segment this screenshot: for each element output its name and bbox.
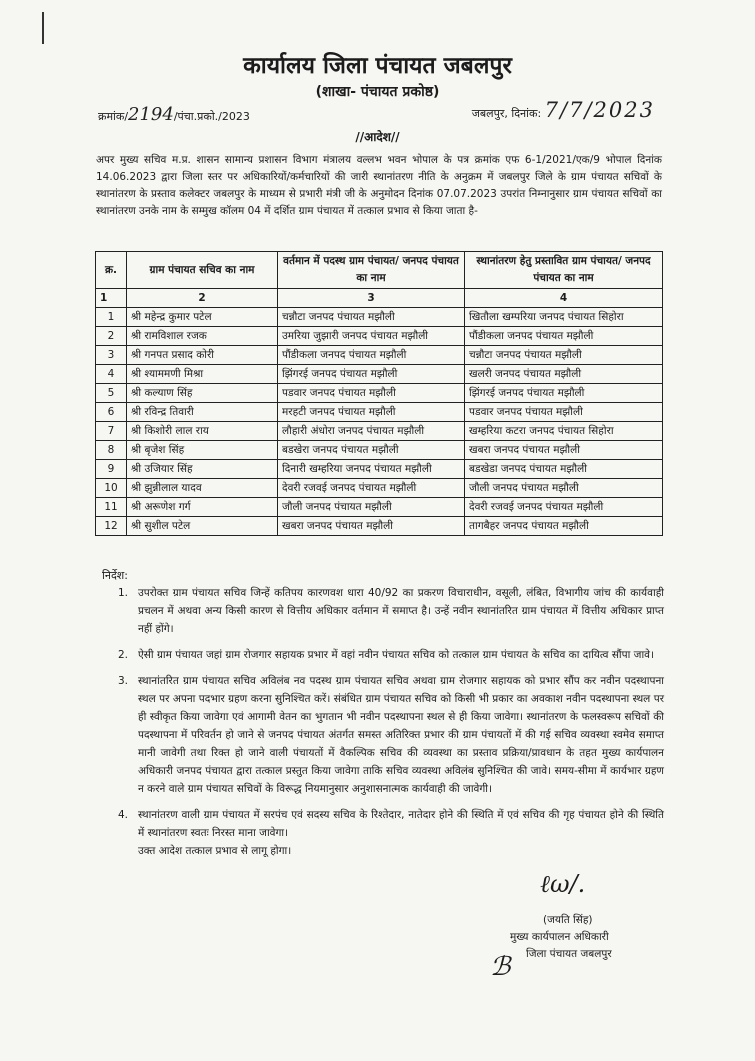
column-number-row — [96, 289, 663, 308]
cell-current-posting: बडखेरा जनपद पंचायत मझौली — [278, 441, 465, 460]
cell-proposed-posting: चन्नौटा जनपद पंचायत मझौली — [465, 346, 663, 365]
closing-line: उक्त आदेश तत्काल प्रभाव से लागू होगा। — [138, 845, 292, 857]
table-row — [96, 498, 663, 517]
date-label: जबलपुर, दिनांक: — [471, 107, 542, 120]
col-number: 1 — [96, 289, 127, 308]
cell-current-posting: जौली जनपद पंचायत मझौली — [278, 498, 465, 517]
cell-serial: 4 — [96, 365, 127, 384]
cell-secretary-name: श्री बृजेश सिंह — [127, 441, 278, 460]
cell-current-posting: झिंगरई जनपद पंचायत मझौली — [278, 365, 465, 384]
cell-serial: 8 — [96, 441, 127, 460]
ref-number-handwritten: 2194 — [128, 104, 174, 125]
cell-proposed-posting: तागबैहर जनपद पंचायत मझौली — [465, 517, 663, 536]
signature-scribble: ℓω/. — [540, 870, 586, 898]
cell-current-posting: चन्नौटा जनपद पंचायत मझौली — [278, 308, 465, 327]
order-title: //आदेश// — [355, 130, 400, 144]
table-row — [96, 308, 663, 327]
instructions-heading: निर्देश: — [102, 569, 128, 582]
cell-current-posting: उमरिया जुझारी जनपद पंचायत मझौली — [278, 327, 465, 346]
cell-proposed-posting: पडवार जनपद पंचायत मझौली — [465, 403, 663, 422]
cell-secretary-name: श्री किशोरी लाल राय — [127, 422, 278, 441]
date-line — [472, 98, 655, 122]
col-number: 4 — [465, 289, 663, 308]
instruction-item: 3. स्थानांतरित ग्राम पंचायत सचिव अविलंब नव पदस्थ ग्राम पंचायत सचिव अथवा ग्राम रोजगार सहायक को प्रभार सौंप कर नवीन पदस्थापना स्थल पर अपना पदभार ग्रहण करना सुनिश्चित करें। संबंधित ग्राम पंचायत सचिव को किसी भी प्रकार का अवकाश नवीन पदस्थापना स्थल पर ही स्वीकृत किया जावेगा एवं आगामी वेतन का भुगतान भी नवीन पदस्थापना स्थल से ही किया जावेगा। स्थानांतरण के फलस्वरूप सचिवों की पदस्थापना में परिवर्तन हो जाने से जनपद पंचायत अंतर्गत समस्त अतिरिक्त प्रभार की ग्राम पंचायतों में की गई सचिव व्यवस्था स्वमेव समाप्त मानी जावेगी तथा रिक्त हो जाने वाली पंचायतों में वैकल्पिक सचिव की व्यवस्था का प्रस्ताव प्रक्रिया/प्रावधान के तहत मुख्य कार्यपालन अधिकारी जनपद पंचायत द्वारा तत्काल प्रस्तुत किया जावेगा ताकि सचिव व्यवस्था अविलंब सुनिश्चित की जावे। समय-सीमा में कार्यभार ग्रहण न करने वाले ग्राम पंचायत सचिवों के विरूद्ध नियमानुसार अनुशासनात्मक कार्यवाही की जावेगी। — [118, 675, 664, 795]
table-row — [96, 327, 663, 346]
table-row — [96, 384, 663, 403]
cell-secretary-name: श्री रविन्द्र तिवारी — [127, 403, 278, 422]
table-row — [96, 422, 663, 441]
col-number: 2 — [127, 289, 278, 308]
instruction-item: 1. उपरोक्त ग्राम पंचायत सचिव जिन्हें कतिपय कारणवश धारा 40/92 का प्रकरण विचाराधीन, वसूली, लंबित, विभागीय जांच की कार्यवाही प्रचलन में अथवा अन्य किसी कारण से वित्तीय अधिकार वर्तमान में समाप्त है। उन्हें नवीन स्थानांतरित ग्राम पंचायत में वित्तीय अधिकार प्राप्त नहीं होंगे। — [118, 587, 664, 635]
header-serial: क्र. — [96, 252, 127, 289]
cell-proposed-posting: देवरी रजवई जनपद पंचायत मझौली — [465, 498, 663, 517]
initials-mark: ℬ — [490, 952, 511, 982]
signature — [540, 870, 585, 899]
cell-current-posting: दिनारी खम्हरिया जनपद पंचायत मझौली — [278, 460, 465, 479]
cell-secretary-name: श्री उजियार सिंह — [127, 460, 278, 479]
office-name: जिला पंचायत जबलपुर — [526, 948, 612, 960]
cell-proposed-posting: बडखेडा जनपद पंचायत मझौली — [465, 460, 663, 479]
table-row — [96, 365, 663, 384]
cell-secretary-name: श्री रामविशाल रजक — [127, 327, 278, 346]
cell-secretary-name: श्री सुशील पटेल — [127, 517, 278, 536]
cell-secretary-name: श्री गनपत प्रसाद कोरी — [127, 346, 278, 365]
table-row — [96, 460, 663, 479]
instructions-list — [118, 584, 664, 860]
designation: मुख्य कार्यपालन अधिकारी — [510, 931, 609, 943]
table-body — [96, 308, 663, 536]
signatory-designation — [510, 929, 612, 963]
office-title: कार्यालय जिला पंचायत जबलपुर — [243, 53, 512, 79]
margin-mark — [42, 12, 44, 44]
cell-proposed-posting: खलरी जनपद पंचायत मझौली — [465, 365, 663, 384]
cell-secretary-name: श्री अरूणेश गर्ग — [127, 498, 278, 517]
cell-current-posting: पडवार जनपद पंचायत मझौली — [278, 384, 465, 403]
instruction-item: 4. स्थानांतरण वाली ग्राम पंचायत में सरपंच एवं सदस्य सचिव के रिश्तेदार, नातेदार होने की स्थिति में एवं सचिव की गृह पंचायत होने की स्थिति में स्थानांतरण स्वतः निरस्त माना जावेगा। — [118, 809, 664, 839]
cell-current-posting: मरहटी जनपद पंचायत मझौली — [278, 403, 465, 422]
signatory-name: (जयति सिंह) — [543, 914, 593, 926]
cell-serial: 2 — [96, 327, 127, 346]
ref-suffix: /पंचा.प्रको./2023 — [173, 110, 250, 123]
table-row — [96, 479, 663, 498]
header-proposed-posting: स्थानांतरण हेतु प्रस्तावित ग्राम पंचायत/ जनपद पंचायत का नाम — [465, 252, 663, 289]
cell-serial: 6 — [96, 403, 127, 422]
cell-serial: 7 — [96, 422, 127, 441]
cell-proposed-posting: झिंगरई जनपद पंचायत मझौली — [465, 384, 663, 403]
cell-proposed-posting: खम्हरिया कटरा जनपद पंचायत सिहोरा — [465, 422, 663, 441]
cell-secretary-name: श्री महेन्द्र कुमार पटेल — [127, 308, 278, 327]
reference-number — [98, 104, 250, 125]
cell-secretary-name: श्री कल्याण सिंह — [127, 384, 278, 403]
cell-serial: 10 — [96, 479, 127, 498]
cell-current-posting: खबरा जनपद पंचायत मझौली — [278, 517, 465, 536]
header-current-posting: वर्तमान में पदस्थ ग्राम पंचायत/ जनपद पंचायत का नाम — [278, 252, 465, 289]
cell-serial: 12 — [96, 517, 127, 536]
table-row — [96, 346, 663, 365]
transfer-table — [95, 251, 663, 536]
col-number: 3 — [278, 289, 465, 308]
cell-proposed-posting: पौंडीकला जनपद पंचायत मझौली — [465, 327, 663, 346]
table-header-row — [96, 252, 663, 289]
cell-serial: 3 — [96, 346, 127, 365]
date-handwritten: 7/7/2023 — [544, 98, 655, 122]
office-subtitle: (शाखा- पंचायत प्रकोष्ठ) — [315, 84, 440, 100]
cell-secretary-name: श्री श्याममणी मिश्रा — [127, 365, 278, 384]
cell-proposed-posting: खबरा जनपद पंचायत मझौली — [465, 441, 663, 460]
cell-proposed-posting: जौली जनपद पंचायत मझौली — [465, 479, 663, 498]
cell-serial: 11 — [96, 498, 127, 517]
intro-paragraph: अपर मुख्य सचिव म.प्र. शासन सामान्य प्रशासन विभाग मंत्रालय वल्लभ भवन भोपाल के पत्र क्रमांक एफ 6-1/2021/एक/9 भोपाल दिनांक 14.06.2023 द्वारा जिला स्तर पर अधिकारियों/कर्मचारियों की जारी स्थानांतरण नीति के अनुक्रम में जबलपुर जिले के ग्राम पंचायत सचिवों के स्थानांतरण के प्रस्ताव कलेक्टर जबलपुर के माध्यम से प्रभारी मंत्री जी के अनुमोदन दिनांक 07.07.2023 उपरांत निम्नानुसार ग्राम पंचायत सचिवों का स्थानांतरण उनके नाम के सम्मुख कॉलम 04 में दर्शित ग्राम पंचायत में तत्काल प्रभाव से किया जाता है- — [96, 154, 662, 217]
table-row — [96, 441, 663, 460]
cell-current-posting: देवरी रजवई जनपद पंचायत मझौली — [278, 479, 465, 498]
cell-serial: 1 — [96, 308, 127, 327]
cell-serial: 9 — [96, 460, 127, 479]
cell-serial: 5 — [96, 384, 127, 403]
cell-proposed-posting: खितौला खम्परिया जनपद पंचायत सिहोरा — [465, 308, 663, 327]
table-row — [96, 517, 663, 536]
cell-current-posting: पौंडीकला जनपद पंचायत मझौली — [278, 346, 465, 365]
instruction-item: 2. ऐसी ग्राम पंचायत जहां ग्राम रोजगार सहायक प्रभार में वहां नवीन पंचायत सचिव को तत्काल ग्राम पंचायत के सचिव का दायित्व सौंपा जावे। — [118, 649, 655, 661]
cell-secretary-name: श्री झुन्नीलाल यादव — [127, 479, 278, 498]
ref-prefix: क्रमांक/ — [98, 110, 129, 123]
table-row — [96, 403, 663, 422]
cell-current-posting: लौहारी अंधोरा जनपद पंचायत मझौली — [278, 422, 465, 441]
header-secretary-name: ग्राम पंचायत सचिव का नाम — [127, 252, 278, 289]
